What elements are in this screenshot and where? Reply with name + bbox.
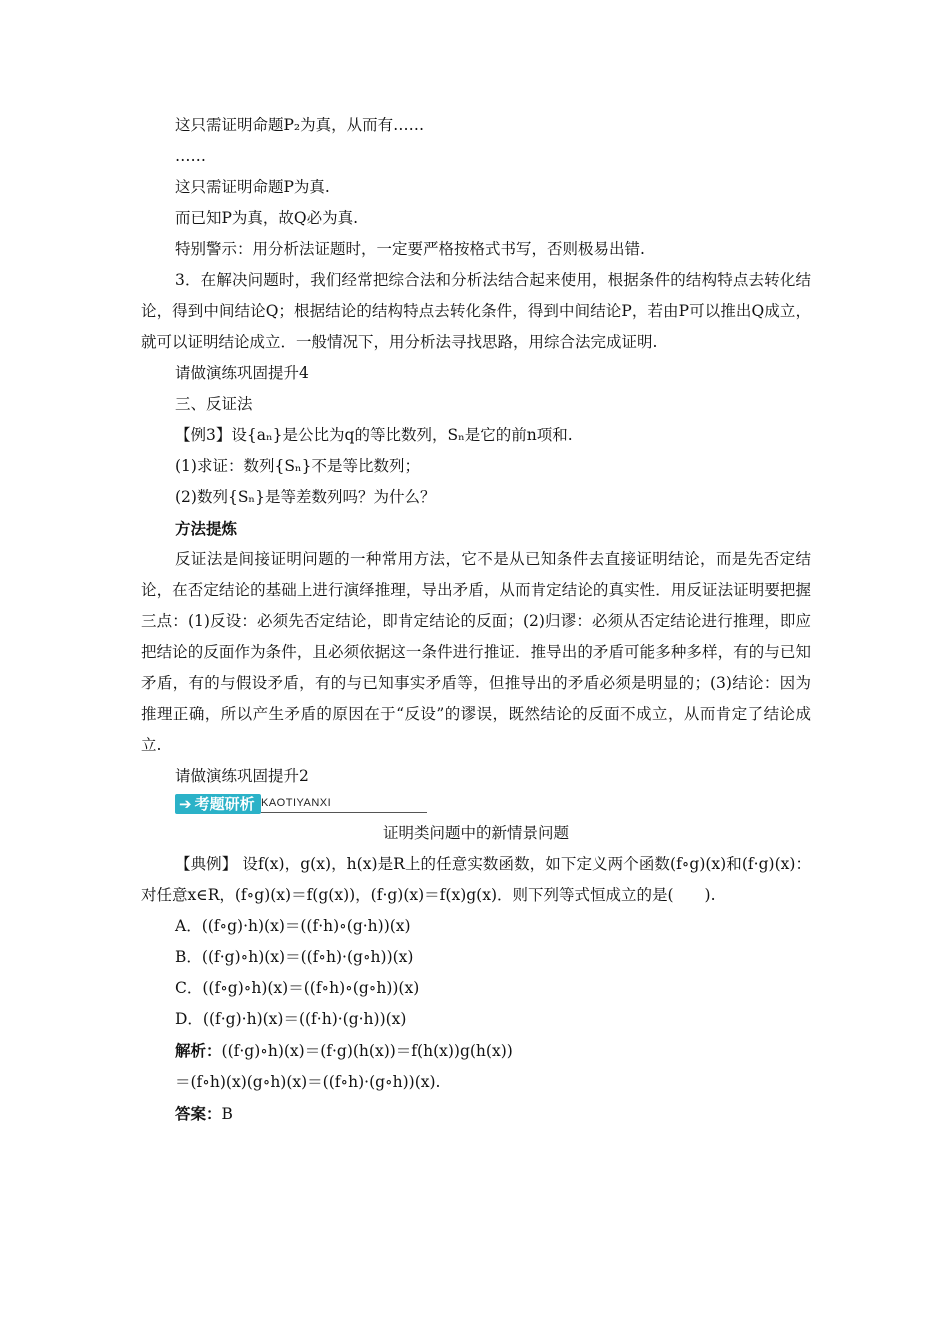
- text-line: 这只需证明命题P为真.: [175, 178, 330, 196]
- practice-note: 请做演练巩固提升4: [175, 364, 309, 382]
- text-line: 这只需证明命题P₂为真，从而有……: [175, 116, 425, 134]
- example-3-question-2: (2)数列{Sₙ}是等差数列吗？为什么？: [175, 488, 436, 506]
- banner-divider: [261, 812, 427, 813]
- answer-label: 答案：: [175, 1104, 222, 1123]
- text-line: ……: [175, 147, 206, 165]
- analysis-text: ((f·g)∘h)(x)＝(f·g)(h(x))＝f(h(x))g(h(x)): [221, 1042, 513, 1060]
- warning-line: 特别警示：用分析法证题时，一定要严格按格式书写，否则极易出错.: [175, 240, 645, 258]
- method-body: 反证法是间接证明问题的一种常用方法，它不是从已知条件去直接证明结论，而是先否定结论，在否定结论的基础上进行演绎推理，导出矛盾，从而肯定结论的真实性．用反证法证明要把握三点：(1)反设：必须先否定结论，即肯定结论的反面；(2)归谬：必须从否定结论进行推理，即应把结论的反面作为条件，且必须依据这一条件进行推证．推导出的矛盾可能多种多样，有的与已知矛盾，有的与假设矛盾，有的与已知事实矛盾等，但推导出的矛盾必须是明显的；(3)结论：因为推理正确，所以产生矛盾的原因在于“反设”的谬误，既然结论的反面不成立，从而肯定了结论成立.: [141, 550, 811, 754]
- method-title: 方法提炼: [175, 519, 238, 538]
- option-b: B．((f·g)∘h)(x)＝((f∘h)·(g∘h))(x): [175, 948, 414, 966]
- section-heading: 三、反证法: [175, 395, 253, 413]
- typical-example: 【典例】 设f(x)，g(x)，h(x)是R上的任意实数函数，如下定义两个函数(f∘g)(x)和(f·g)(x)：对任意x∈R，(f∘g)(x)＝f(g(x))，(f·g)(x)＝f(x)g(x)．则下列等式恒成立的是( ).: [141, 855, 811, 904]
- answer-line: [141, 1098, 811, 1130]
- paragraph-3: 3．在解决问题时，我们经常把综合法和分析法结合起来使用，根据条件的结构特点去转化结论，得到中间结论Q；根据结论的结构特点去转化条件，得到中间结论P，若由P可以推出Q成立，就可以证明结论成立．一般情况下，用分析法寻找思路，用综合法完成证明.: [141, 271, 811, 351]
- analysis-line: [141, 1035, 811, 1067]
- option-c: C．((f∘g)∘h)(x)＝((f∘h)∘(g∘h))(x): [175, 979, 420, 997]
- example-3: 【例3】设{aₙ}是公比为q的等比数列，Sₙ是它的前n项和.: [175, 426, 573, 444]
- option-a: A．((f∘g)·h)(x)＝((f·h)∘(g·h))(x): [175, 917, 411, 935]
- answer-value: B: [221, 1105, 233, 1123]
- arrow-right-icon: ➔: [179, 795, 192, 813]
- practice-note: 请做演练巩固提升2: [175, 767, 309, 785]
- banner-subtitle: KAOTIYANXI: [261, 797, 332, 809]
- analysis-continuation: ＝(f∘h)(x)(g∘h)(x)＝((f∘h)·(g∘h))(x).: [175, 1073, 441, 1091]
- banner-title: 考题研析: [194, 795, 255, 813]
- banner-tag: [175, 794, 261, 814]
- text-line: 而已知P为真，故Q必为真.: [175, 209, 359, 227]
- section-banner: [175, 794, 811, 818]
- example-3-question-1: (1)求证：数列{Sₙ}不是等比数列；: [175, 457, 421, 475]
- option-d: D．((f·g)·h)(x)＝((f·h)·(g·h))(x): [175, 1010, 407, 1028]
- analysis-label: 解析：: [175, 1041, 222, 1060]
- subheading: 证明类问题中的新情景问题: [382, 824, 569, 842]
- document-body: [141, 110, 811, 1130]
